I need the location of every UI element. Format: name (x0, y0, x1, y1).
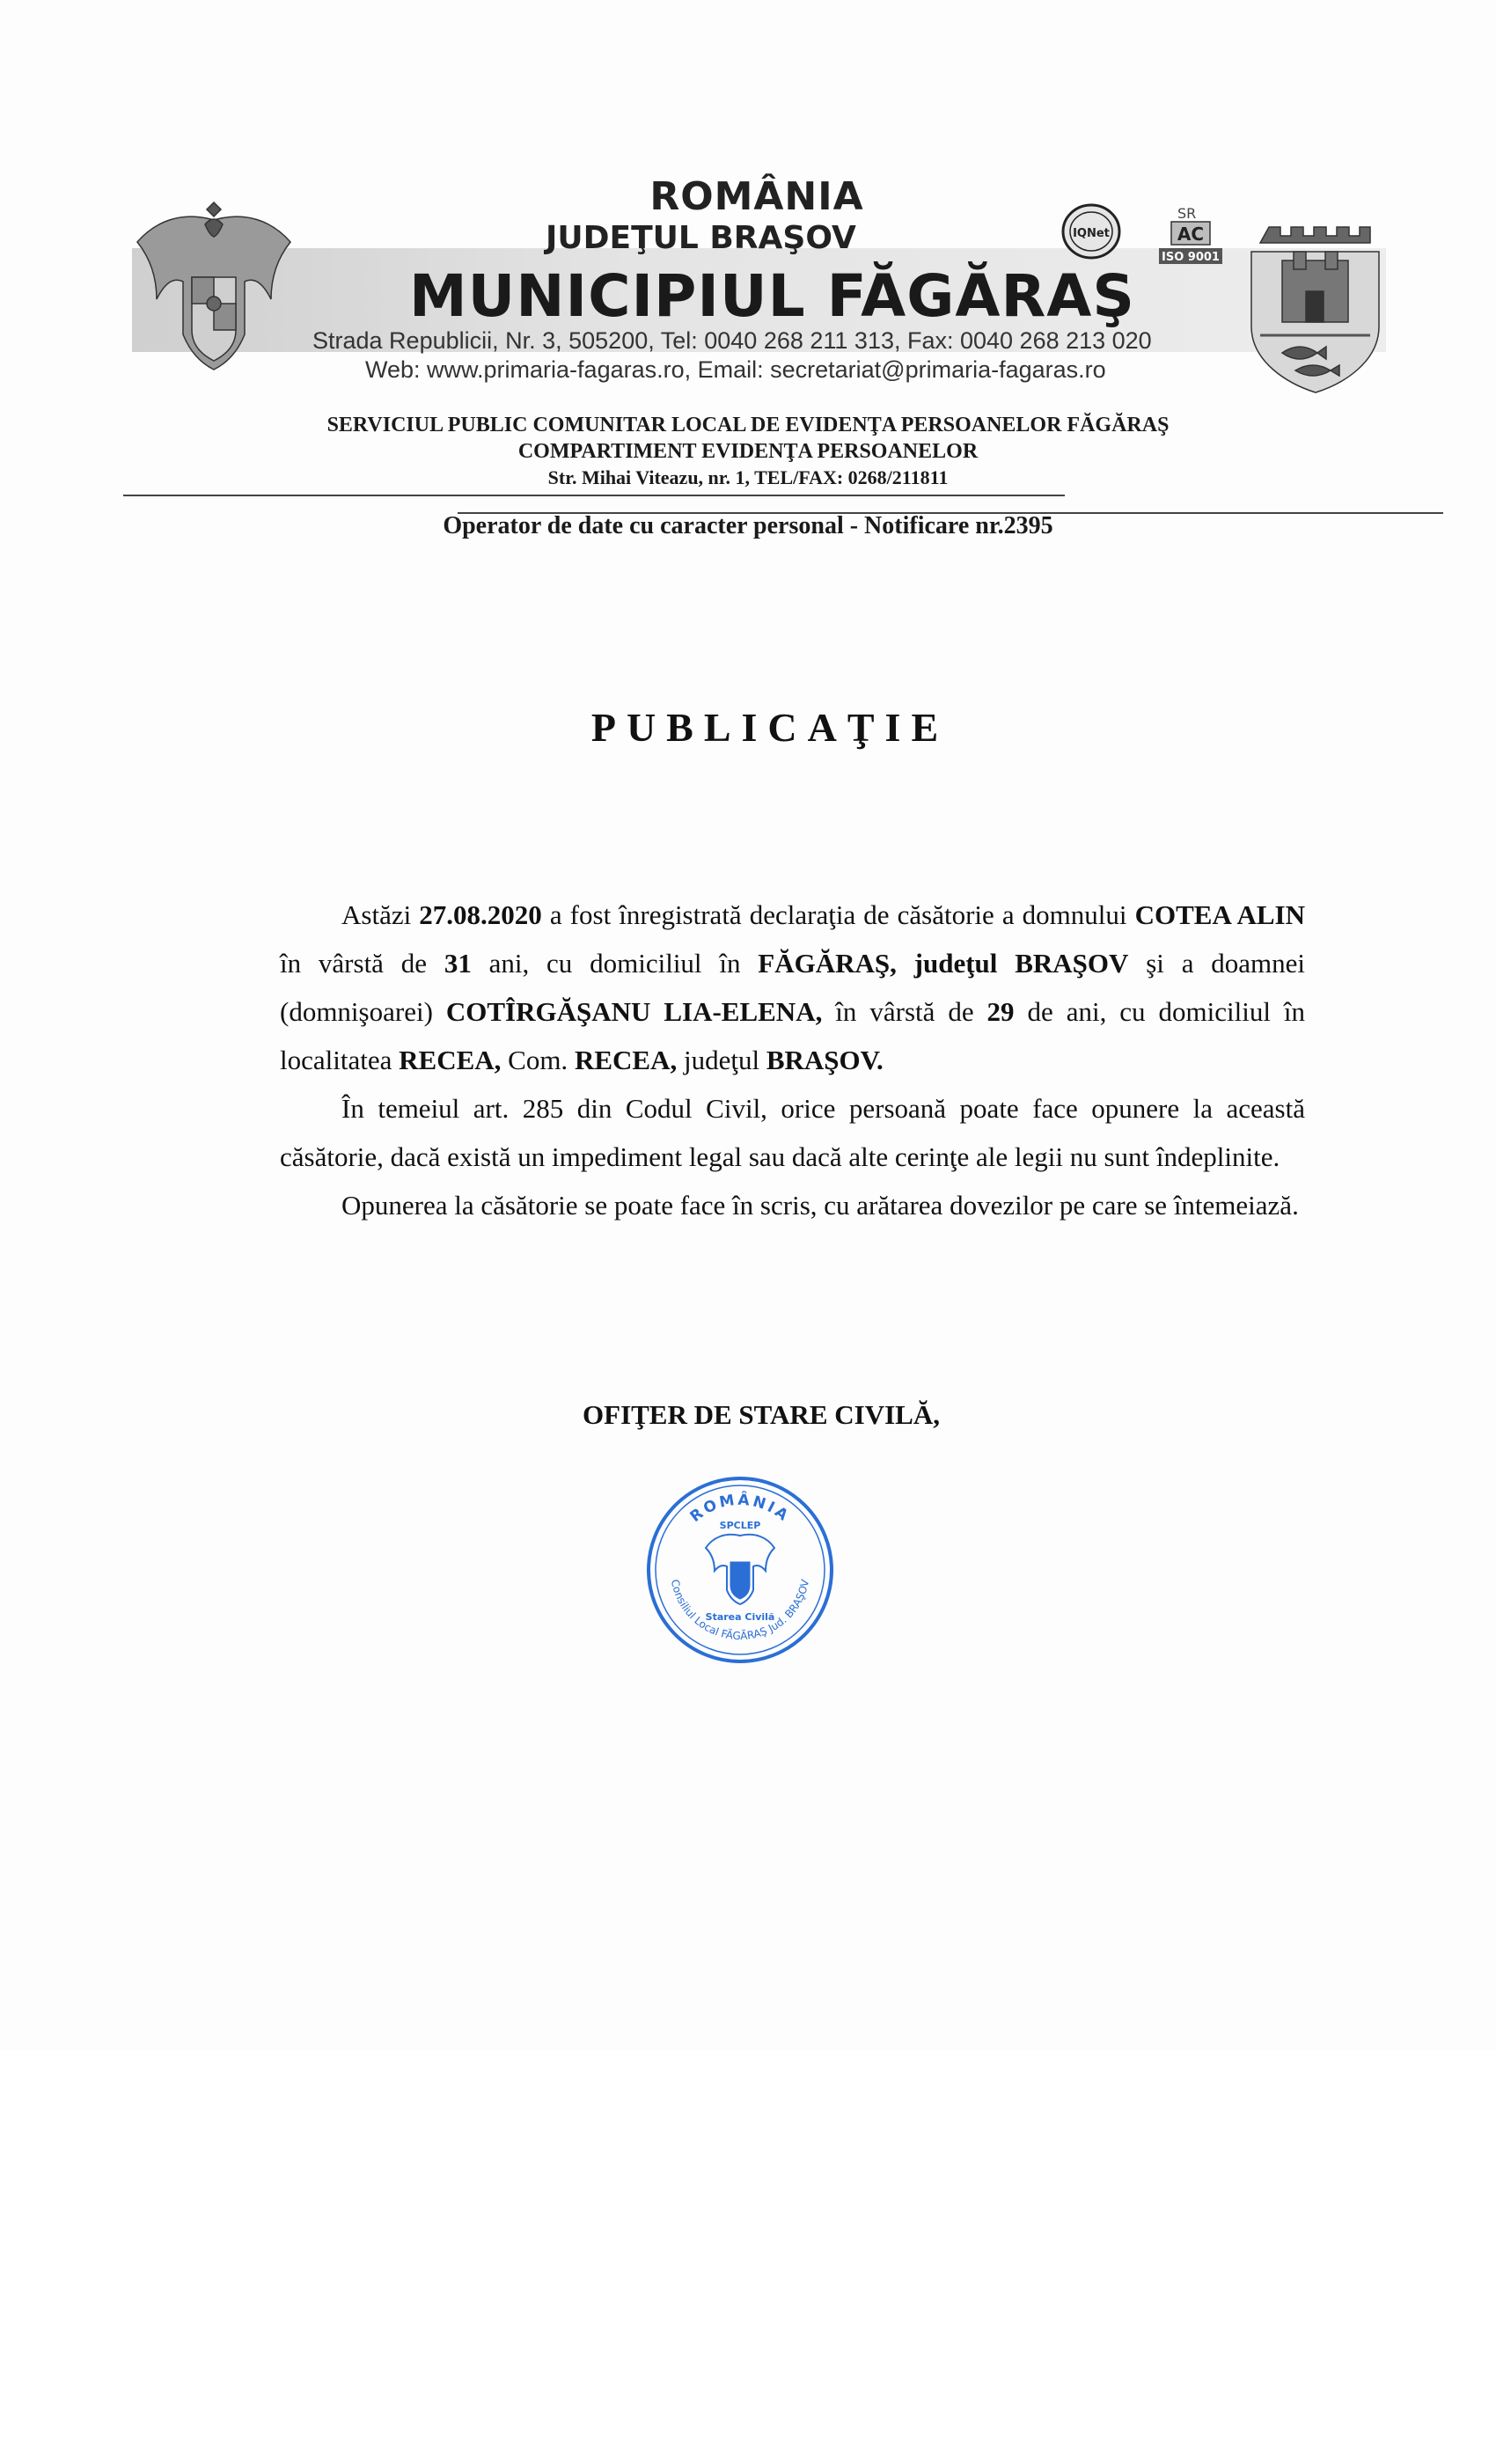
iso-label: ISO 9001 (1162, 251, 1220, 264)
page-title: PUBLICAŢIE (590, 705, 950, 750)
letterhead-city: MUNICIPIUL FĂGĂRAŞ (409, 262, 1135, 330)
bride-locality: RECEA, (399, 1045, 502, 1075)
iso-certification-icon (1155, 204, 1226, 268)
divider-line (123, 495, 1065, 496)
stamp-center-text: Starea Civilă (705, 1611, 775, 1623)
svg-text:AC: AC (1177, 224, 1205, 245)
fagaras-coat-of-arms-icon (1243, 208, 1388, 397)
groom-age: 31 (444, 948, 472, 979)
service-address: Str. Mihai Viteazu, nr. 1, TEL/FAX: 0268/211811 (547, 466, 949, 488)
body-text: de ani, cu domiciliul în localitatea (280, 996, 1305, 1075)
svg-text:SR: SR (1177, 205, 1197, 222)
declaration-paragraph (280, 891, 1305, 1084)
body-text: a fost înregistrată declaraţia de căsătorie a domnului (541, 899, 1135, 930)
body-text: ani, cu domiciliul în (471, 948, 759, 979)
data-operator-notice: Operator de date cu caracter personal - Notificare nr.2395 (443, 512, 1053, 539)
bride-name: COTÎRGĂŞANU LIA-ELENA, (445, 996, 823, 1027)
letterhead-address: Strada Republicii, Nr. 3, 505200, Tel: 0040 268 211 313, Fax: 0040 268 213 020 (312, 327, 1152, 354)
letterhead-county: JUDEŢUL BRAŞOV (546, 220, 856, 256)
civil-officer-title: OFIŢER DE STARE CIVILĂ, (583, 1399, 940, 1430)
stamp-ring-text: Consiliul Local FĂGĂRAŞ Jud. BRAŞOV (668, 1578, 812, 1643)
blank-area (0, 2050, 1496, 2464)
bride-county: BRAŞOV. (766, 1045, 884, 1075)
groom-residence: FĂGĂRAŞ, judeţul BRAŞOV (758, 948, 1129, 979)
letterhead-web-email: Web: www.primaria-fagaras.ro, Email: secretariat@primaria-fagaras.ro (365, 356, 1106, 383)
registration-date: 27.08.2020 (419, 899, 542, 930)
body-text: şi a doamnei (domnişoarei) (280, 948, 1305, 1027)
bride-age: 29 (986, 996, 1015, 1027)
official-stamp-icon (644, 1474, 836, 1666)
groom-name: COTEA ALIN (1134, 899, 1305, 930)
stamp-top-text: ROMÂNIA (686, 1491, 794, 1527)
body-text: în vârstă de (280, 948, 444, 979)
body-text: Astăzi (341, 899, 420, 930)
body-text: judeţul (677, 1045, 766, 1075)
body-text: Com. (501, 1045, 575, 1075)
legal-basis-paragraph: În temeiul art. 285 din Codul Civil, orice persoană poate face opunere la această căsătorie, dacă există un impediment legal sau dacă alte cerinţe ale legii nu sunt îndeplinite. (280, 1093, 1305, 1172)
department-name: COMPARTIMENT EVIDENŢA PERSOANELOR (517, 440, 979, 463)
bride-commune: RECEA, (574, 1045, 678, 1075)
iqnet-label: IQNet (1073, 227, 1110, 240)
opposition-paragraph: Opunerea la căsătorie se poate face în scris, cu arătarea dovezilor pe care se întemeiază. (341, 1190, 1299, 1221)
iqnet-certification-icon (1059, 201, 1124, 262)
romania-coat-of-arms-icon (130, 194, 297, 378)
service-name: SERVICIUL PUBLIC COMUNITAR LOCAL DE EVIDENŢA PERSOANELOR FĂGĂRAŞ (326, 414, 1170, 436)
letterhead-country: ROMÂNIA (649, 174, 864, 219)
body-text: în vârstă de (822, 996, 987, 1027)
publication-body (280, 891, 1305, 1229)
stamp-abbreviation: SPCLEP (719, 1520, 761, 1531)
